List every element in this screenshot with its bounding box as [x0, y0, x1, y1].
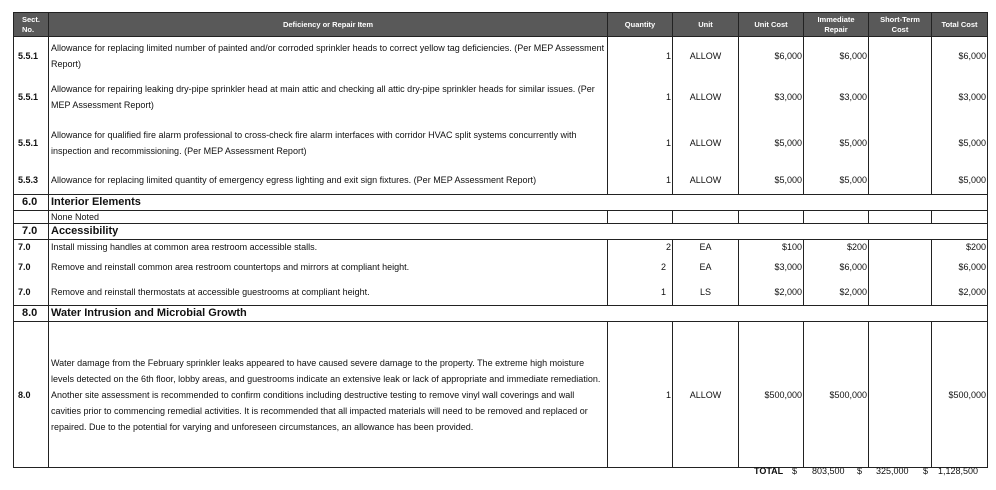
immediate-cell: $500,000 [804, 322, 869, 468]
totals-total: 1,128,500 [938, 466, 979, 476]
table-row: 7.0 Remove and reinstall common area restroom countertops and mirrors at compliant height. 2 EA $3,000 $6,000 $6,000 [14, 255, 988, 280]
total-cell: $3,000 [932, 76, 988, 119]
totals-currency-short-term: $ [857, 466, 863, 476]
quantity-cell: 1 [608, 119, 673, 167]
unit-cost-cell: $5,000 [739, 119, 804, 167]
totals-label: TOTAL [754, 466, 784, 476]
unit-cost-cell: $5,000 [739, 167, 804, 195]
immediate-cell: $3,000 [804, 76, 869, 119]
unit-cell: ALLOW [673, 167, 739, 195]
table-row: 5.5.1 Allowance for qualified fire alarm professional to cross-check fire alarm interfaces with corridor HVAC split systems concurrently with inspection and recommissioning. (Per MEP Assessment Report) 1 ALLOW $5,000 $5,000 $5,000 [14, 119, 988, 167]
unit-cell: ALLOW [673, 37, 739, 76]
item-description: Water damage from the February sprinkler leaks appeared to have caused severe damage to the property. The extreme high moisture levels detected on the 6th floor, lobby areas, and guestrooms indicate an extensive leak or lack of appropriate and immediate remediation. Another site assessment is recommended to confirm conditions including destructive testing to remove vinyl wall coverings and wall cavities prior to commencing remedial activities. It is recommended that all impacted materials will need to be removed and replaced or repaired. Due to the potential for varying and unforeseen circumstances, an allowance has been provided. [49, 322, 608, 468]
totals-currency-immediate: $ [792, 466, 798, 476]
total-cell: $2,000 [932, 280, 988, 306]
total-cell: $5,000 [932, 119, 988, 167]
header-item: Deficiency or Repair Item [49, 13, 608, 37]
item-description: Allowance for replacing limited quantity of emergency egress lighting and exit sign fixtures. (Per MEP Assessment Report) [49, 167, 608, 195]
header-unit: Unit [673, 13, 739, 37]
immediate-cell: $6,000 [804, 37, 869, 76]
short-term-cell [869, 76, 932, 119]
table-row: 7.0 Remove and reinstall thermostats at accessible guestrooms at compliant height. 1 LS $2,000 $2,000 $2,000 [14, 280, 988, 306]
cost-table-sheet [13, 12, 987, 468]
unit-cell: LS [673, 280, 739, 306]
short-term-cell [869, 255, 932, 280]
quantity-cell: 2 [608, 255, 673, 280]
unit-cost-cell: $100 [739, 240, 804, 255]
item-description: Remove and reinstall thermostats at accessible guestrooms at compliant height. [49, 280, 608, 306]
total-cell: $500,000 [932, 322, 988, 468]
short-term-cell [869, 240, 932, 255]
section-header-interior: 6.0 Interior Elements [14, 195, 988, 211]
table-row: 7.0 Install missing handles at common area restroom accessible stalls. 2 EA $100 $200 $200 [14, 240, 988, 255]
unit-cell: EA [673, 255, 739, 280]
unit-cell: ALLOW [673, 76, 739, 119]
total-cell: $6,000 [932, 255, 988, 280]
quantity-cell: 1 [608, 322, 673, 468]
quantity-cell: 1 [608, 76, 673, 119]
immediate-cell: $5,000 [804, 167, 869, 195]
table-row: 5.5.1 Allowance for repairing leaking dry-pipe sprinkler head at main attic and checking all attic dry-pipe sprinkler heads for similar issues. (Per MEP Assessment Report) 1 ALLOW $3,000 $3,000 $3,000 [14, 76, 988, 119]
item-description: Allowance for repairing leaking dry-pipe sprinkler head at main attic and checking all attic dry-pipe sprinkler heads for similar issues. (Per MEP Assessment Report) [49, 76, 608, 119]
unit-cell: ALLOW [673, 322, 739, 468]
none-noted: None Noted [49, 211, 608, 224]
short-term-cell [869, 322, 932, 468]
unit-cost-cell: $3,000 [739, 76, 804, 119]
short-term-cell [869, 167, 932, 195]
header-short-term: Short-Term Cost [869, 13, 932, 37]
table-row: 8.0 Water damage from the February sprinkler leaks appeared to have caused severe damage to the property. The extreme high moisture levels detected on the 6th floor, lobby areas, and guestrooms indicate an extensive leak or lack of appropriate and immediate remediation. Another site assessment is recommended to confirm conditions including destructive testing to remove vinyl wall coverings and wall cavities prior to commencing remedial activities. It is recommended that all impacted materials will need to be removed and replaced or repaired. Due to the potential for varying and unforeseen circumstances, an allowance has been provided. 1 ALLOW $500,000 $500,000 $500,000 [14, 322, 988, 468]
header-quantity: Quantity [608, 13, 673, 37]
unit-cost-cell: $2,000 [739, 280, 804, 306]
short-term-cell [869, 119, 932, 167]
unit-cost-cell: $500,000 [739, 322, 804, 468]
section-header-water-intrusion: 8.0 Water Intrusion and Microbial Growth [14, 306, 988, 322]
totals-immediate: 803,500 [812, 466, 845, 476]
immediate-cell: $6,000 [804, 255, 869, 280]
immediate-cell: $5,000 [804, 119, 869, 167]
table-row [14, 211, 988, 224]
short-term-cell [869, 37, 932, 76]
cost-table [13, 12, 988, 468]
quantity-cell: 1 [608, 37, 673, 76]
total-cell: $6,000 [932, 37, 988, 76]
item-description: Remove and reinstall common area restroom countertops and mirrors at compliant height. [49, 255, 608, 280]
quantity-cell: 1 [608, 167, 673, 195]
totals-currency-total: $ [923, 466, 929, 476]
quantity-cell: 2 [608, 240, 673, 255]
header-immediate-repair: Immediate Repair [804, 13, 869, 37]
totals-short-term: 325,000 [876, 466, 909, 476]
header-row [14, 13, 988, 37]
immediate-cell: $200 [804, 240, 869, 255]
unit-cell: ALLOW [673, 119, 739, 167]
unit-cost-cell: $6,000 [739, 37, 804, 76]
unit-cell: EA [673, 240, 739, 255]
item-description: Install missing handles at common area restroom accessible stalls. [49, 240, 608, 255]
item-description: Allowance for replacing limited number of painted and/or corroded sprinkler heads to correct yellow tag deficiencies. (Per MEP Assessment Report) [49, 37, 608, 76]
immediate-cell: $2,000 [804, 280, 869, 306]
total-cell: $200 [932, 240, 988, 255]
header-unit-cost: Unit Cost [739, 13, 804, 37]
section-header-accessibility: 7.0 Accessibility [14, 224, 988, 240]
header-total-cost: Total Cost [932, 13, 988, 37]
total-cell: $5,000 [932, 167, 988, 195]
unit-cost-cell: $3,000 [739, 255, 804, 280]
item-description: Allowance for qualified fire alarm professional to cross-check fire alarm interfaces with corridor HVAC split systems concurrently with inspection and recommissioning. (Per MEP Assessment Report) [49, 119, 608, 167]
quantity-cell: 1 [608, 280, 673, 306]
table-row: 5.5.1 Allowance for replacing limited number of painted and/or corroded sprinkler heads to correct yellow tag deficiencies. (Per MEP Assessment Report) 1 ALLOW $6,000 $6,000 $6,000 [14, 37, 988, 76]
header-sect: Sect. No. [14, 13, 49, 37]
short-term-cell [869, 280, 932, 306]
table-row: 5.5.3 Allowance for replacing limited quantity of emergency egress lighting and exit sign fixtures. (Per MEP Assessment Report) 1 ALLOW $5,000 $5,000 $5,000 [14, 167, 988, 195]
